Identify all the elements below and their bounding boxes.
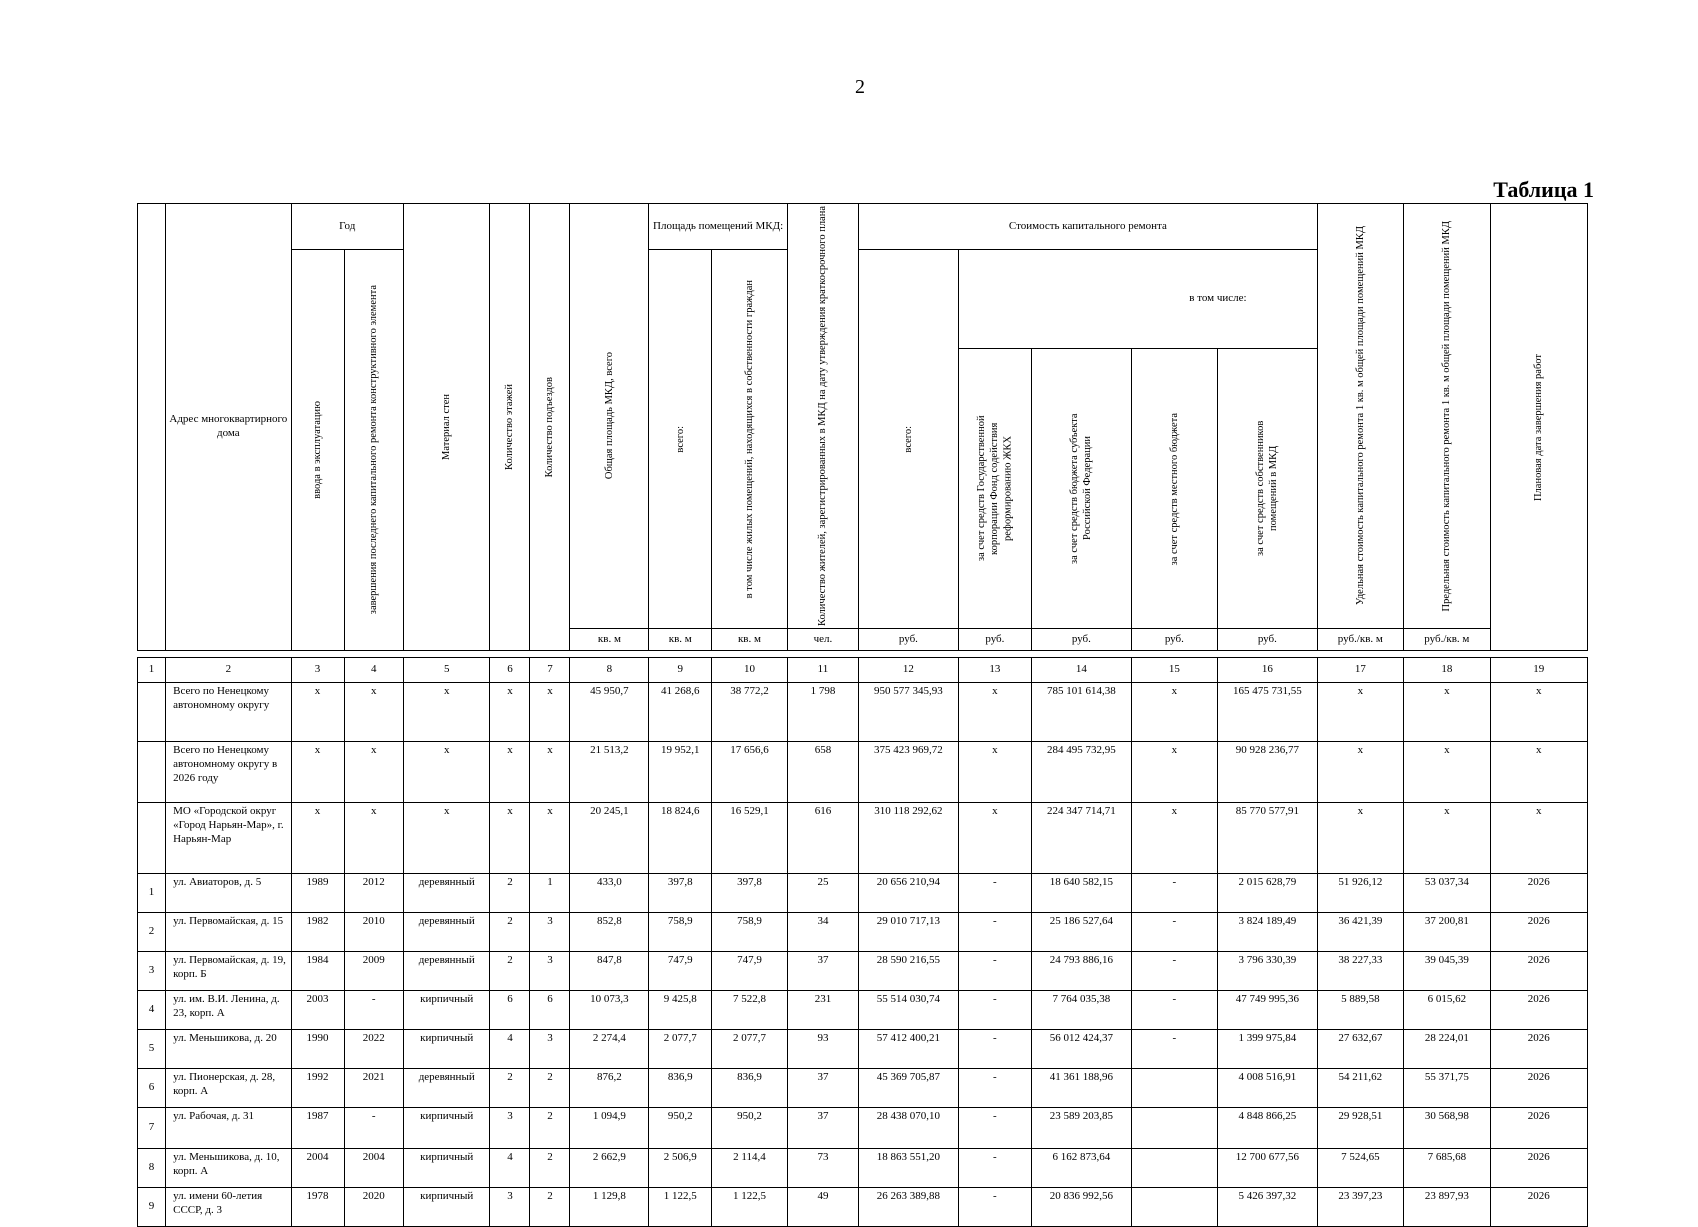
data-cell: 836,9 [649, 1069, 712, 1108]
row-number [138, 683, 166, 742]
data-cell: 54 211,62 [1317, 1069, 1404, 1108]
address-cell: МО «Городской округ «Город Нарьян-Мар», г. Нарьян-Мар [166, 803, 291, 874]
data-cell: - [1131, 991, 1218, 1030]
column-number: 10 [712, 658, 788, 683]
summary-row [138, 742, 1588, 803]
header-wall-material: Материал стен [403, 204, 490, 651]
data-cell: х [1131, 803, 1218, 874]
data-cell: 950,2 [712, 1108, 788, 1149]
data-cell: х [403, 683, 490, 742]
data-cell: 2 077,7 [649, 1030, 712, 1069]
data-cell: 2026 [1490, 991, 1587, 1030]
data-cell: 1992 [291, 1069, 344, 1108]
data-cell: 852,8 [570, 913, 649, 952]
header-premises-living: в том числе жилых помещений, находящихся в собственности граждан [712, 250, 788, 629]
column-number: 17 [1317, 658, 1404, 683]
address-cell: ул. им. В.И. Ленина, д. 23, корп. А [166, 991, 291, 1030]
address-cell: ул. Первомайская, д. 19, корп. Б [166, 952, 291, 991]
column-number: 18 [1404, 658, 1491, 683]
data-cell: 5 889,58 [1317, 991, 1404, 1030]
unit-unit-cost: руб./кв. м [1317, 629, 1404, 651]
data-cell: 2 [490, 1069, 530, 1108]
data-cell: 747,9 [712, 952, 788, 991]
data-cell: - [1131, 913, 1218, 952]
data-cell: х [1404, 683, 1491, 742]
data-cell: 51 926,12 [1317, 874, 1404, 913]
data-cell: 224 347 714,71 [1032, 803, 1131, 874]
data-cell: 41 361 188,96 [1032, 1069, 1131, 1108]
data-cell: 1 129,8 [570, 1188, 649, 1227]
column-number: 3 [291, 658, 344, 683]
data-cell: 73 [787, 1149, 858, 1188]
data-cell: 38 227,33 [1317, 952, 1404, 991]
data-cell: 2010 [344, 913, 403, 952]
data-cell: 27 632,67 [1317, 1030, 1404, 1069]
data-cell [1131, 1108, 1218, 1149]
data-cell: - [1131, 1030, 1218, 1069]
data-cell: 7 522,8 [712, 991, 788, 1030]
data-cell: - [958, 952, 1032, 991]
data-cell: 41 268,6 [649, 683, 712, 742]
header-total-area: Общая площадь МКД, всего [570, 204, 649, 629]
table-row [138, 991, 1588, 1030]
data-cell: 785 101 614,38 [1032, 683, 1131, 742]
data-cell: 2026 [1490, 1149, 1587, 1188]
data-cell: х [1131, 683, 1218, 742]
data-cell: 57 412 400,21 [859, 1030, 958, 1069]
page-number: 2 [855, 76, 865, 98]
data-cell: х [1317, 683, 1404, 742]
header-limit-cost: Предельная стоимость капитального ремонта 1 кв. м общей площади помещений МКД [1404, 204, 1491, 629]
data-cell: 18 640 582,15 [1032, 874, 1131, 913]
data-cell: 7 685,68 [1404, 1149, 1491, 1188]
data-cell: 2004 [344, 1149, 403, 1188]
unit-cost-fund: руб. [958, 629, 1032, 651]
data-cell: 17 656,6 [712, 742, 788, 803]
data-cell: 2003 [291, 991, 344, 1030]
address-cell: ул. имени 60-летия СССР, д. 3 [166, 1188, 291, 1227]
row-number: 2 [138, 913, 166, 952]
data-cell: х [1131, 742, 1218, 803]
data-cell: 310 118 292,62 [859, 803, 958, 874]
data-cell: 397,8 [712, 874, 788, 913]
data-cell: 2 [490, 874, 530, 913]
data-cell: 2 [490, 913, 530, 952]
data-cell: 4 008 516,91 [1218, 1069, 1317, 1108]
data-cell: 1 094,9 [570, 1108, 649, 1149]
data-cell: 20 656 210,94 [859, 874, 958, 913]
data-cell: 2026 [1490, 952, 1587, 991]
repair-plan-table [137, 203, 1588, 1227]
header-year-commission: ввода в эксплуатацию [291, 250, 344, 651]
data-cell: х [490, 683, 530, 742]
data-cell: х [958, 803, 1032, 874]
data-cell: 25 186 527,64 [1032, 913, 1131, 952]
data-cell: 55 514 030,74 [859, 991, 958, 1030]
data-cell: деревянный [403, 874, 490, 913]
header-year-group: Год [291, 204, 403, 250]
data-cell: кирпичный [403, 991, 490, 1030]
address-cell: ул. Меньшикова, д. 20 [166, 1030, 291, 1069]
data-cell: 4 [490, 1149, 530, 1188]
data-cell: 2 [530, 1149, 570, 1188]
data-cell: 47 749 995,36 [1218, 991, 1317, 1030]
row-number: 9 [138, 1188, 166, 1227]
data-cell: 49 [787, 1188, 858, 1227]
column-number: 15 [1131, 658, 1218, 683]
data-cell: 26 263 389,88 [859, 1188, 958, 1227]
data-cell: х [1317, 803, 1404, 874]
data-cell: 3 [490, 1108, 530, 1149]
data-cell: 1982 [291, 913, 344, 952]
header-premises-total: всего: [649, 250, 712, 629]
unit-cost-local: руб. [1131, 629, 1218, 651]
data-cell: 29 928,51 [1317, 1108, 1404, 1149]
header-floors: Количество этажей [490, 204, 530, 651]
data-cell: х [344, 803, 403, 874]
column-number: 6 [490, 658, 530, 683]
column-number: 14 [1032, 658, 1131, 683]
column-number-row [138, 658, 1588, 683]
data-cell: х [403, 742, 490, 803]
header-cost-owners: за счет средств собственников помещений в МКД [1218, 349, 1317, 629]
table-row [138, 913, 1588, 952]
data-cell: кирпичный [403, 1030, 490, 1069]
data-cell: 231 [787, 991, 858, 1030]
data-cell: х [530, 683, 570, 742]
header-cost-fund: за счет средств Государственной корпорации Фонд содействия реформированию ЖКХ [958, 349, 1032, 629]
data-cell [1131, 1188, 1218, 1227]
table-row [138, 1188, 1588, 1227]
data-cell: х [344, 683, 403, 742]
data-cell: 1 399 975,84 [1218, 1030, 1317, 1069]
data-cell: 23 397,23 [1317, 1188, 1404, 1227]
address-cell: ул. Меньшикова, д. 10, корп. А [166, 1149, 291, 1188]
data-cell: 3 [530, 1030, 570, 1069]
unit-cost-total: руб. [859, 629, 958, 651]
address-cell: Всего по Ненецкому автономному округу в 2026 году [166, 742, 291, 803]
data-cell: - [958, 991, 1032, 1030]
data-cell: 2 662,9 [570, 1149, 649, 1188]
column-number: 19 [1490, 658, 1587, 683]
data-cell: 2012 [344, 874, 403, 913]
address-cell: Всего по Ненецкому автономному округу [166, 683, 291, 742]
data-cell: 1 122,5 [712, 1188, 788, 1227]
data-cell: 24 793 886,16 [1032, 952, 1131, 991]
data-cell: 2026 [1490, 874, 1587, 913]
data-cell: 3 [530, 952, 570, 991]
data-cell: 53 037,34 [1404, 874, 1491, 913]
header-cost-total: всего: [859, 250, 958, 629]
data-cell: 2026 [1490, 1030, 1587, 1069]
data-cell: - [958, 1188, 1032, 1227]
data-cell: 836,9 [712, 1069, 788, 1108]
data-cell: - [958, 874, 1032, 913]
data-cell: 7 764 035,38 [1032, 991, 1131, 1030]
header-year-last-repair: завершения последнего капитального ремонта конструктивного элемента [344, 250, 403, 651]
header-rownum-cell [138, 204, 166, 651]
data-cell: 3 796 330,39 [1218, 952, 1317, 991]
column-number: 5 [403, 658, 490, 683]
data-cell: 2026 [1490, 1069, 1587, 1108]
header-cost-subject: за счет средств бюджета субъекта Российской Федерации [1032, 349, 1131, 629]
data-cell: 55 371,75 [1404, 1069, 1491, 1108]
unit-total-area: кв. м [570, 629, 649, 651]
data-cell: х [1404, 742, 1491, 803]
data-cell: 1 798 [787, 683, 858, 742]
data-cell: х [403, 803, 490, 874]
data-cell: 2 [490, 952, 530, 991]
header-entrances: Количество подъездов [530, 204, 570, 651]
column-number: 11 [787, 658, 858, 683]
column-number: 9 [649, 658, 712, 683]
data-cell: - [1131, 952, 1218, 991]
data-cell: 2004 [291, 1149, 344, 1188]
data-cell: - [1131, 874, 1218, 913]
data-cell: 2026 [1490, 1108, 1587, 1149]
table-row [138, 1030, 1588, 1069]
data-cell: 45 950,7 [570, 683, 649, 742]
data-cell: 1 [530, 874, 570, 913]
row-number [138, 742, 166, 803]
data-cell: 39 045,39 [1404, 952, 1491, 991]
data-cell: 2026 [1490, 1188, 1587, 1227]
data-cell: 16 529,1 [712, 803, 788, 874]
data-cell: 1989 [291, 874, 344, 913]
table-row [138, 952, 1588, 991]
data-cell: кирпичный [403, 1108, 490, 1149]
data-cell: - [958, 1108, 1032, 1149]
data-cell: 12 700 677,56 [1218, 1149, 1317, 1188]
data-cell: х [344, 742, 403, 803]
data-cell: 23 589 203,85 [1032, 1108, 1131, 1149]
data-cell: деревянный [403, 913, 490, 952]
data-cell: - [344, 991, 403, 1030]
data-cell: - [344, 1108, 403, 1149]
row-number: 6 [138, 1069, 166, 1108]
data-cell: 45 369 705,87 [859, 1069, 958, 1108]
data-cell: 2 506,9 [649, 1149, 712, 1188]
unit-cost-owners: руб. [1218, 629, 1317, 651]
data-cell: 25 [787, 874, 858, 913]
address-cell: ул. Рабочая, д. 31 [166, 1108, 291, 1149]
data-cell: деревянный [403, 952, 490, 991]
data-cell: 3 [530, 913, 570, 952]
data-cell: 375 423 969,72 [859, 742, 958, 803]
data-cell: 2 015 628,79 [1218, 874, 1317, 913]
unit-limit-cost: руб./кв. м [1404, 629, 1491, 651]
data-cell: х [1490, 683, 1587, 742]
data-cell: 2 [530, 1188, 570, 1227]
data-cell: 2021 [344, 1069, 403, 1108]
data-cell: 2 114,4 [712, 1149, 788, 1188]
data-cell: 950 577 345,93 [859, 683, 958, 742]
header-cost-local: за счет средств местного бюджета [1131, 349, 1218, 629]
data-cell [1131, 1069, 1218, 1108]
unit-cost-subject: руб. [1032, 629, 1131, 651]
row-number: 1 [138, 874, 166, 913]
data-cell: 30 568,98 [1404, 1108, 1491, 1149]
data-cell: х [1490, 803, 1587, 874]
data-cell: 19 952,1 [649, 742, 712, 803]
data-cell: 20 245,1 [570, 803, 649, 874]
header-residents: Количество жителей, зарегистрированных в МКД на дату утверждения краткосрочного плана [787, 204, 858, 629]
column-number: 7 [530, 658, 570, 683]
data-cell: 397,8 [649, 874, 712, 913]
column-number: 13 [958, 658, 1032, 683]
data-cell: 6 [530, 991, 570, 1030]
data-cell: х [490, 742, 530, 803]
data-cell: 28 438 070,10 [859, 1108, 958, 1149]
data-cell: 433,0 [570, 874, 649, 913]
data-cell: 758,9 [712, 913, 788, 952]
data-cell: 758,9 [649, 913, 712, 952]
data-cell: 34 [787, 913, 858, 952]
data-cell: 4 [490, 1030, 530, 1069]
column-number: 2 [166, 658, 291, 683]
data-cell: 2022 [344, 1030, 403, 1069]
data-cell: кирпичный [403, 1188, 490, 1227]
row-number: 4 [138, 991, 166, 1030]
row-number: 3 [138, 952, 166, 991]
data-cell: 847,8 [570, 952, 649, 991]
data-cell: х [291, 683, 344, 742]
data-cell: х [958, 683, 1032, 742]
column-number: 1 [138, 658, 166, 683]
table-row [138, 1108, 1588, 1149]
row-number: 5 [138, 1030, 166, 1069]
address-cell: ул. Авиаторов, д. 5 [166, 874, 291, 913]
summary-row [138, 803, 1588, 874]
data-cell: 18 863 551,20 [859, 1149, 958, 1188]
data-cell: 5 426 397,32 [1218, 1188, 1317, 1227]
data-cell: 37 [787, 1069, 858, 1108]
data-cell: 1990 [291, 1030, 344, 1069]
data-cell: 747,9 [649, 952, 712, 991]
data-cell: 284 495 732,95 [1032, 742, 1131, 803]
data-cell: 38 772,2 [712, 683, 788, 742]
row-number [138, 803, 166, 874]
data-cell: 1978 [291, 1188, 344, 1227]
data-cell: х [530, 742, 570, 803]
column-number: 4 [344, 658, 403, 683]
data-cell: 93 [787, 1030, 858, 1069]
data-cell: 6 015,62 [1404, 991, 1491, 1030]
data-cell: 37 200,81 [1404, 913, 1491, 952]
column-number: 8 [570, 658, 649, 683]
summary-row [138, 683, 1588, 742]
row-number: 8 [138, 1149, 166, 1188]
data-cell: 6 162 873,64 [1032, 1149, 1131, 1188]
data-cell: - [958, 1069, 1032, 1108]
data-cell: 1 122,5 [649, 1188, 712, 1227]
header-planned-date: Плановая дата завершения работ [1490, 204, 1587, 651]
data-cell: 950,2 [649, 1108, 712, 1149]
data-cell: 56 012 424,37 [1032, 1030, 1131, 1069]
column-number: 16 [1218, 658, 1317, 683]
column-number: 12 [859, 658, 958, 683]
table-row [138, 1149, 1588, 1188]
data-cell: деревянный [403, 1069, 490, 1108]
data-cell: 37 [787, 1108, 858, 1149]
header-unit-cost: Удельная стоимость капитального ремонта 1 кв. м общей площади помещений МКД [1317, 204, 1404, 629]
data-cell: 2 077,7 [712, 1030, 788, 1069]
data-cell: 2026 [1490, 913, 1587, 952]
header-cost-group: Стоимость капитального ремонта [859, 204, 1317, 250]
data-cell: х [958, 742, 1032, 803]
data-cell: 9 425,8 [649, 991, 712, 1030]
data-cell: х [291, 742, 344, 803]
data-cell: х [1317, 742, 1404, 803]
data-cell: - [958, 913, 1032, 952]
data-cell: 18 824,6 [649, 803, 712, 874]
data-cell: х [1490, 742, 1587, 803]
data-cell: - [958, 1149, 1032, 1188]
data-cell: 2009 [344, 952, 403, 991]
data-cell [1131, 1149, 1218, 1188]
data-cell: - [958, 1030, 1032, 1069]
table-row [138, 874, 1588, 913]
data-cell: 658 [787, 742, 858, 803]
data-cell: х [1404, 803, 1491, 874]
data-cell: 21 513,2 [570, 742, 649, 803]
table-caption: Таблица 1 [1493, 177, 1594, 202]
data-cell: 28 590 216,55 [859, 952, 958, 991]
data-cell: 37 [787, 952, 858, 991]
data-cell: 10 073,3 [570, 991, 649, 1030]
data-cell: кирпичный [403, 1149, 490, 1188]
header-address: Адрес многоквартирного дома [166, 204, 291, 651]
data-cell: 23 897,93 [1404, 1188, 1491, 1227]
row-number: 7 [138, 1108, 166, 1149]
data-cell: 1984 [291, 952, 344, 991]
address-cell: ул. Первомайская, д. 15 [166, 913, 291, 952]
data-cell: 6 [490, 991, 530, 1030]
unit-premises-total: кв. м [649, 629, 712, 651]
address-cell: ул. Пионерская, д. 28, корп. А [166, 1069, 291, 1108]
data-cell: 29 010 717,13 [859, 913, 958, 952]
data-cell: 2 [530, 1069, 570, 1108]
data-cell: 2 274,4 [570, 1030, 649, 1069]
data-cell: 2020 [344, 1188, 403, 1227]
header-cost-including: в том числе: [958, 250, 1317, 349]
data-cell: 876,2 [570, 1069, 649, 1108]
data-cell: 28 224,01 [1404, 1030, 1491, 1069]
header-premises-group: Площадь помещений МКД: [649, 204, 787, 250]
data-cell: 616 [787, 803, 858, 874]
data-cell: 85 770 577,91 [1218, 803, 1317, 874]
data-cell: 90 928 236,77 [1218, 742, 1317, 803]
data-cell: 3 824 189,49 [1218, 913, 1317, 952]
data-cell: х [291, 803, 344, 874]
data-cell: 2 [530, 1108, 570, 1149]
data-cell: 7 524,65 [1317, 1149, 1404, 1188]
data-cell: 4 848 866,25 [1218, 1108, 1317, 1149]
unit-residents: чел. [787, 629, 858, 651]
data-cell: 3 [490, 1188, 530, 1227]
data-cell: 1987 [291, 1108, 344, 1149]
data-cell: 36 421,39 [1317, 913, 1404, 952]
unit-premises-living: кв. м [712, 629, 788, 651]
data-cell: 165 475 731,55 [1218, 683, 1317, 742]
data-cell: 20 836 992,56 [1032, 1188, 1131, 1227]
data-cell: х [530, 803, 570, 874]
table-row [138, 1069, 1588, 1108]
data-cell: х [490, 803, 530, 874]
